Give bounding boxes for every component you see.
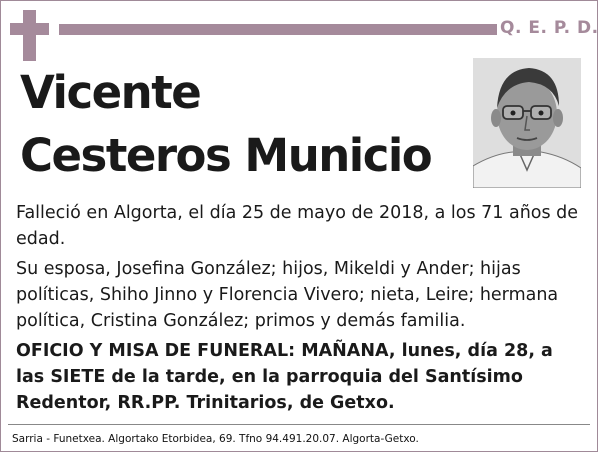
portrait-icon [473,58,581,188]
footer-divider [8,424,590,425]
death-notice-text: Falleció en Algorta, el día 25 de mayo de 2018, a los 71 años de edad. [16,203,579,249]
obituary-body [16,200,582,420]
funeral-home-footer: Sarria - Funetxea. Algortako Etorbidea, 69. Tfno 94.491.20.07. Algorta-Getxo. [12,433,419,445]
funeral-details-text: OFICIO Y MISA DE FUNERAL: MAÑANA, lunes, día 28, a las SIETE de la tarde, en la parroquia del Santísimo Redentor, RR.PP. Trinitarios, de Getxo. [16,341,553,413]
deceased-first-name: Vicente [20,66,201,119]
header-bar [59,24,497,35]
deceased-photo [473,58,581,188]
qepd-label: Q. E. P. D. [500,18,599,38]
deceased-surnames: Cesteros Municio [20,129,432,182]
family-text: Su esposa, Josefina González; hijos, Mikeldi y Ander; hijas políticas, Shiho Jinno y Florencia Vivero; nieta, Leire; hermana política, Cristina González; primos y demás familia. [16,259,559,331]
